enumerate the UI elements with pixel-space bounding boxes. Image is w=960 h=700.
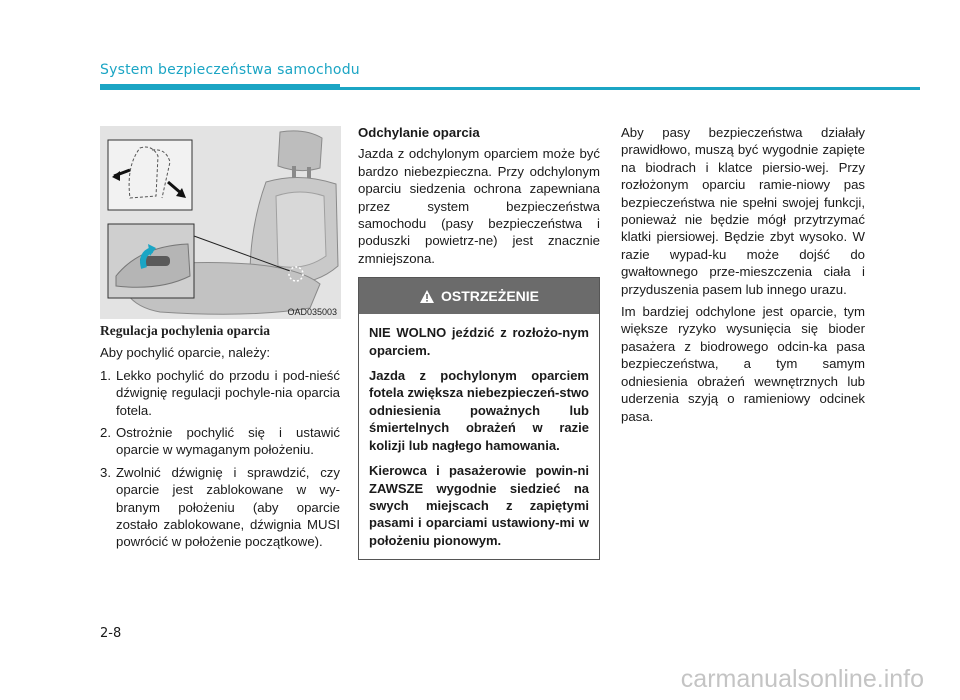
step-number: 3. (100, 464, 111, 480)
warning-paragraph: NIE WOLNO jeździć z rozłożo-nym oparciem. (369, 325, 589, 358)
step-text: Zwolnić dźwignię i sprawdzić, czy oparcie jest zablokowane w wy-branym położeniu (aby oparcie zostało zablokowane, dźwignia MUSI powrócić w położenie początkowe). (116, 464, 340, 550)
step-number: 1. (100, 367, 111, 383)
step-number: 2. (100, 425, 111, 441)
warning-paragraph: Kierowca i pasażerowie powin-ni ZAWSZE wygodnie siedzieć na swych miejscach z zapiętymi pasami i oparciami ustawiony-mi w położeniu pionowym. (369, 463, 589, 548)
warning-title: OSTRZEŻENIE (440, 287, 539, 304)
column-right (621, 124, 865, 430)
column-middle (358, 124, 600, 560)
warning-triangle-icon (419, 289, 435, 304)
steps-list (100, 367, 340, 551)
body-paragraph: Im bardziej odchylone jest oparcie, tym większe ryzyko wysunięcia się bioder pasażera z biodrowego odcin-ka pasa bezpieczeństwa, a tym samym odniesienia obrażeń wewnętrznych lub uderzenia szyją o ramieniowy odcinek pasa. (621, 304, 865, 424)
warning-box (358, 277, 600, 560)
warning-header (359, 278, 599, 314)
seat-illustration (100, 126, 341, 319)
body-paragraph: Aby pasy bezpieczeństwa działały prawidłowo, muszą być wygodnie zapięte na biodrach i klatce piersio-wej. Przy rozłożonym oparciu ramie-niowy pas bezpieczeństwa nie spełni swojej funkcji, ponieważ nie będzie mógł przytrzymać klatki piersiowej. Będzie zbyt wysoko. W razie wypad-ku może dojść do gwałtownego prze-mieszczenia ciała i przyduszenia pasem lub innego urazu. (621, 125, 865, 297)
warning-body (359, 314, 599, 559)
intro-text: Aby pochylić oparcie, należy: (100, 345, 271, 361)
step-text: Lekko pochylić do przodu i pod-nieść dźwignię regulacji pochyle-nia oparcia fotela. (116, 367, 340, 418)
section-header-title: System bezpieczeństwa samochodu (100, 62, 360, 78)
step-text: Ostrożnie pochylić się i ustawić oparcie w wymaganym położeniu. (116, 425, 340, 458)
header-rule (100, 87, 920, 90)
figure-code: OAD035003 (287, 307, 337, 317)
sub-heading: Odchylanie oparcia (358, 125, 480, 140)
body-paragraph: Jazda z odchylonym oparciem może być bardzo niebezpieczna. Przy odchylonym oparciu siedzenia ochrona zapewniana przez system bezpieczeństwa samochodu (pasy bezpieczeństwa i poduszki powietrz-ne) jest znacznie zmniejszona. (358, 146, 600, 266)
seat-recline-diagram (100, 126, 341, 319)
list-item (100, 424, 340, 459)
list-item (100, 464, 340, 551)
list-item (100, 367, 340, 419)
watermark: carmanualsonline.info (680, 665, 924, 693)
column-left (100, 322, 340, 556)
page-number: 2-8 (100, 626, 122, 641)
warning-paragraph: Jazda z pochylonym oparciem fotela zwiększa niebezpieczeń-stwo odniesienia poważnych lub śmiertelnych obrażeń w razie kolizji lub nagłego hamowania. (369, 368, 589, 453)
section-title: Regulacja pochylenia oparcia (100, 323, 270, 338)
